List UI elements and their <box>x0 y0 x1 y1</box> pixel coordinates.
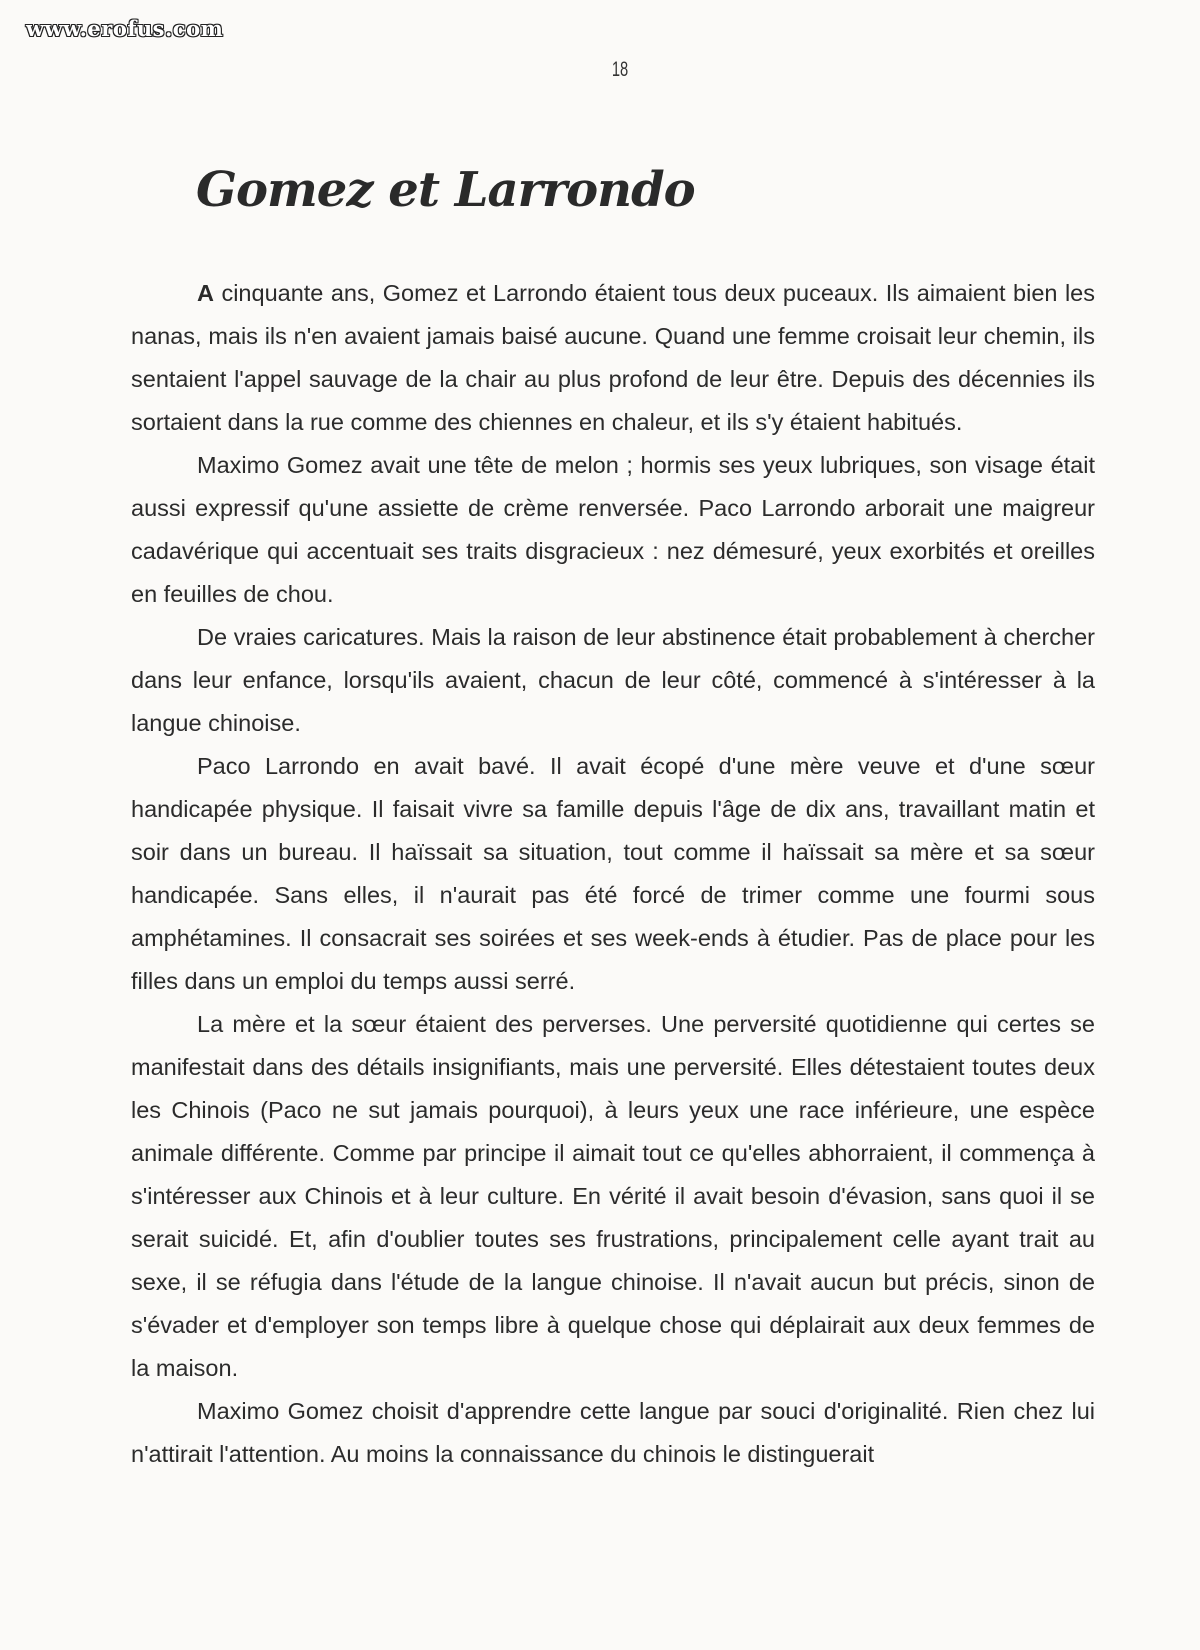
paragraph-4: Paco Larrondo en avait bavé. Il avait écopé d'une mère veuve et d'une sœur handicapée physique. Il faisait vivre sa famille depuis l'âge de dix ans, travaillant matin et soir dans un bureau. Il haïssait sa situation, tout comme il haïssait sa mère et sa sœur handicapée. Sans elles, il n'aurait pas été forcé de trimer comme une fourmi sous amphétamines. Il consacrait ses soirées et ses week-ends à étudier. Pas de place pour les filles dans un emploi du temps aussi serré. <box>131 753 1095 994</box>
paragraph-1 <box>131 272 1095 444</box>
lead-letter: A <box>197 280 214 306</box>
paragraph-3: De vraies caricatures. Mais la raison de leur abstinence était probablement à chercher dans leur enfance, lorsqu'ils avaient, chacun de leur côté, commencé à s'intéresser à la langue chinoise. <box>131 624 1095 736</box>
paragraph-5: La mère et la sœur étaient des perverses. Une perversité quotidienne qui certes se manifestait dans des détails insignifiants, mais une perversité. Elles détestaient toutes deux les Chinois (Paco ne sut jamais pourquoi), à leurs yeux une race inférieure, une espèce animale différente. Comme par principe il aimait tout ce qu'elles abhorraient, il commença à s'intéresser aux Chinois et à leur culture. En vérité il avait besoin d'évasion, sans quoi il se serait suicidé. Et, afin d'oublier toutes ses frustrations, principalement celle ayant trait au sexe, il se réfugia dans l'étude de la langue chinoise. Il n'avait aucun but précis, sinon de s'évader et d'employer son temps libre à quelque chose qui déplairait aux deux femmes de la maison. <box>131 1011 1095 1381</box>
page-number: 18 <box>611 58 629 81</box>
paragraph-2: Maximo Gomez avait une tête de melon ; hormis ses yeux lubriques, son visage était aussi expressif qu'une assiette de crème renversée. Paco Larrondo arborait une maigreur cadavérique qui accentuait ses traits disgracieux : nez démesuré, yeux exorbités et oreilles en feuilles de chou. <box>131 452 1095 607</box>
paragraph-6: Maximo Gomez choisit d'apprendre cette langue par souci d'originalité. Rien chez lui n'attirait l'attention. Au moins la connaissance du chinois le distinguerait <box>131 1398 1095 1467</box>
chapter-title: Gomez et Larrondo <box>196 162 695 218</box>
paragraph-1-text: cinquante ans, Gomez et Larrondo étaient tous deux puceaux. Ils aimaient bien les nanas, mais ils n'en avaient jamais baisé aucune. Quand une femme croisait leur chemin, ils sentaient l'appel sauvage de la chair au plus profond de leur être. Depuis des décennies ils sortaient dans la rue comme des chiennes en chaleur, et ils s'y étaient habitués. <box>131 280 1095 435</box>
site-watermark: www.erofus.com <box>26 16 224 41</box>
body-text <box>131 272 1095 1476</box>
